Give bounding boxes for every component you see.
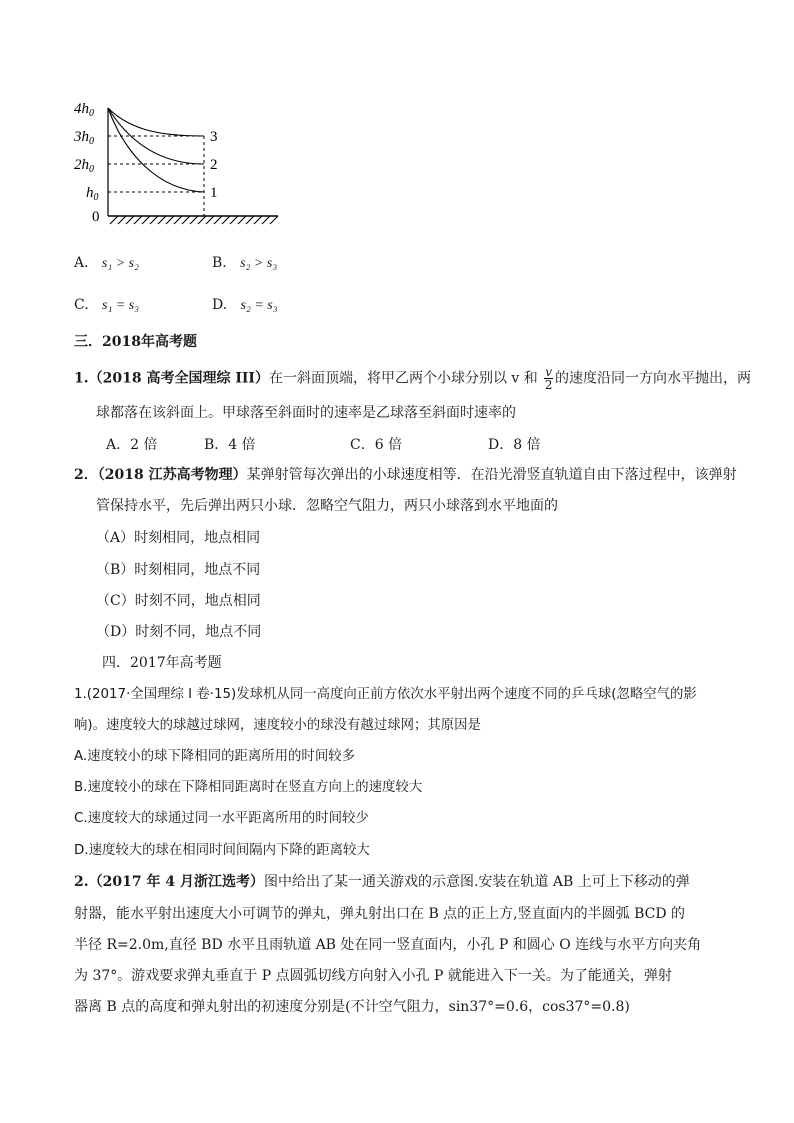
curve-1 <box>108 108 204 192</box>
y-label-0: 0 <box>92 209 100 225</box>
q1-2017-line1: 1.(2017·全国理综 I 卷·15)发球机从同一高度向正前方依次水平射出两个速度不同的乒乓球(忽略空气的影 <box>74 687 697 702</box>
y-label-2h: $2h_0$ <box>74 157 94 175</box>
q1-2018-line2: 球都落在该斜面上。甲球落至斜面时的速率是乙球落至斜面时速率的 <box>96 405 516 421</box>
y-label-h: $h_0$ <box>86 185 99 203</box>
curve-label-2: 2 <box>210 157 218 173</box>
choice-prev-c: C. s₁ = s₃ <box>74 297 140 313</box>
q2-2018-option-c: （C）时刻不同，地点相同 <box>96 593 261 609</box>
energy-height-figure <box>70 98 290 228</box>
q1-2017-line2: 响)。速度较大的球越过球网，速度较小的球没有越过球网；其原因是 <box>74 718 481 733</box>
q2-2018-line1: 2．（2018 江苏高考物理）某弹射管每次弹出的小球速度相等．在沿光滑竖直轨道自由下落过程中，该弹射 <box>74 467 737 483</box>
q1-2018-option-a: A．2 倍 <box>106 437 158 453</box>
q2-2018-option-d: （D）时刻不同，地点不同 <box>96 624 262 640</box>
curve-label-3: 3 <box>210 129 218 145</box>
q1-2018-option-d: D．8 倍 <box>488 437 541 453</box>
y-label-4h: $4h_0$ <box>74 101 94 119</box>
q2-2018-line2: 管保持水平，先后弹出两只小球．忽略空气阻力，两只小球落到水平地面的 <box>96 498 558 514</box>
curve-3 <box>108 108 204 136</box>
section-3-heading: 三．2018年高考题 <box>74 334 197 350</box>
y-label-3h: $3h_0$ <box>74 129 94 147</box>
q1-2017-option-c: C.速度较大的球通过同一水平距离所用的时间较少 <box>74 811 369 826</box>
section-4-heading: 四．2017年高考题 <box>102 655 222 671</box>
q2-2018-option-a: （A）时刻相同，地点相同 <box>96 530 261 546</box>
q1-2018-option-c: C．6 倍 <box>350 437 403 453</box>
curve-label-1: 1 <box>210 185 218 201</box>
q1-2017-option-d: D.速度较大的球在相同时间间隔内下降的距离较大 <box>74 843 370 858</box>
ground-hatch <box>110 216 278 224</box>
q1-2017-option-b: B.速度较小的球在下降相同距离时在竖直方向上的速度较大 <box>74 780 423 795</box>
q1-2018-option-b: B．4 倍 <box>204 437 256 453</box>
q2-2017-line3: 半径 R=2.0m,直径 BD 水平且雨轨道 AB 处在同一竖直面内，小孔 P 和圆心 O 连线与水平方向夹角 <box>74 937 702 953</box>
q2-2018-option-b: （B）时刻相同，地点不同 <box>96 562 261 578</box>
q2-2017-line1: 2.（2017 年 4 月浙江选考）图中给出了某一通关游戏的示意图.安装在轨道 AB 上可上下移动的弹 <box>74 874 690 890</box>
q2-2017-line5: 器离 B 点的高度和弹丸射出的初速度分别是(不计空气阻力，sin37°=0.6，cos37°=0.8) <box>74 999 630 1015</box>
q2-2017-line4: 为 37°。游戏要求弹丸垂直于 P 点圆弧切线方向射入小孔 P 就能进入下一关。为了能通关，弹射 <box>74 968 672 984</box>
choice-prev-d: D. s₂ = s₃ <box>212 297 278 313</box>
q1-2018-line1: 1.（2018 高考全国理综 III）在一斜面顶端，将甲乙两个小球分别以 v 和 $\frac{v}{2}$ 的速度沿同一方向水平抛出，两 <box>74 365 752 392</box>
q1-2017-option-a: A.速度较小的球下降相同的距离所用的时间较多 <box>74 749 355 764</box>
q2-2017-line2: 射器，能水平射出速度大小可调节的弹丸，弹丸射出口在 B 点的正上方,竖直面内的半圆弧 BCD 的 <box>74 906 686 922</box>
choice-prev-b: B. s₂ > s₃ <box>212 255 278 271</box>
choice-prev-a: A. s₁ > s₂ <box>74 255 139 271</box>
fraction-v-over-2: $\frac{v}{2}$ <box>544 365 553 392</box>
